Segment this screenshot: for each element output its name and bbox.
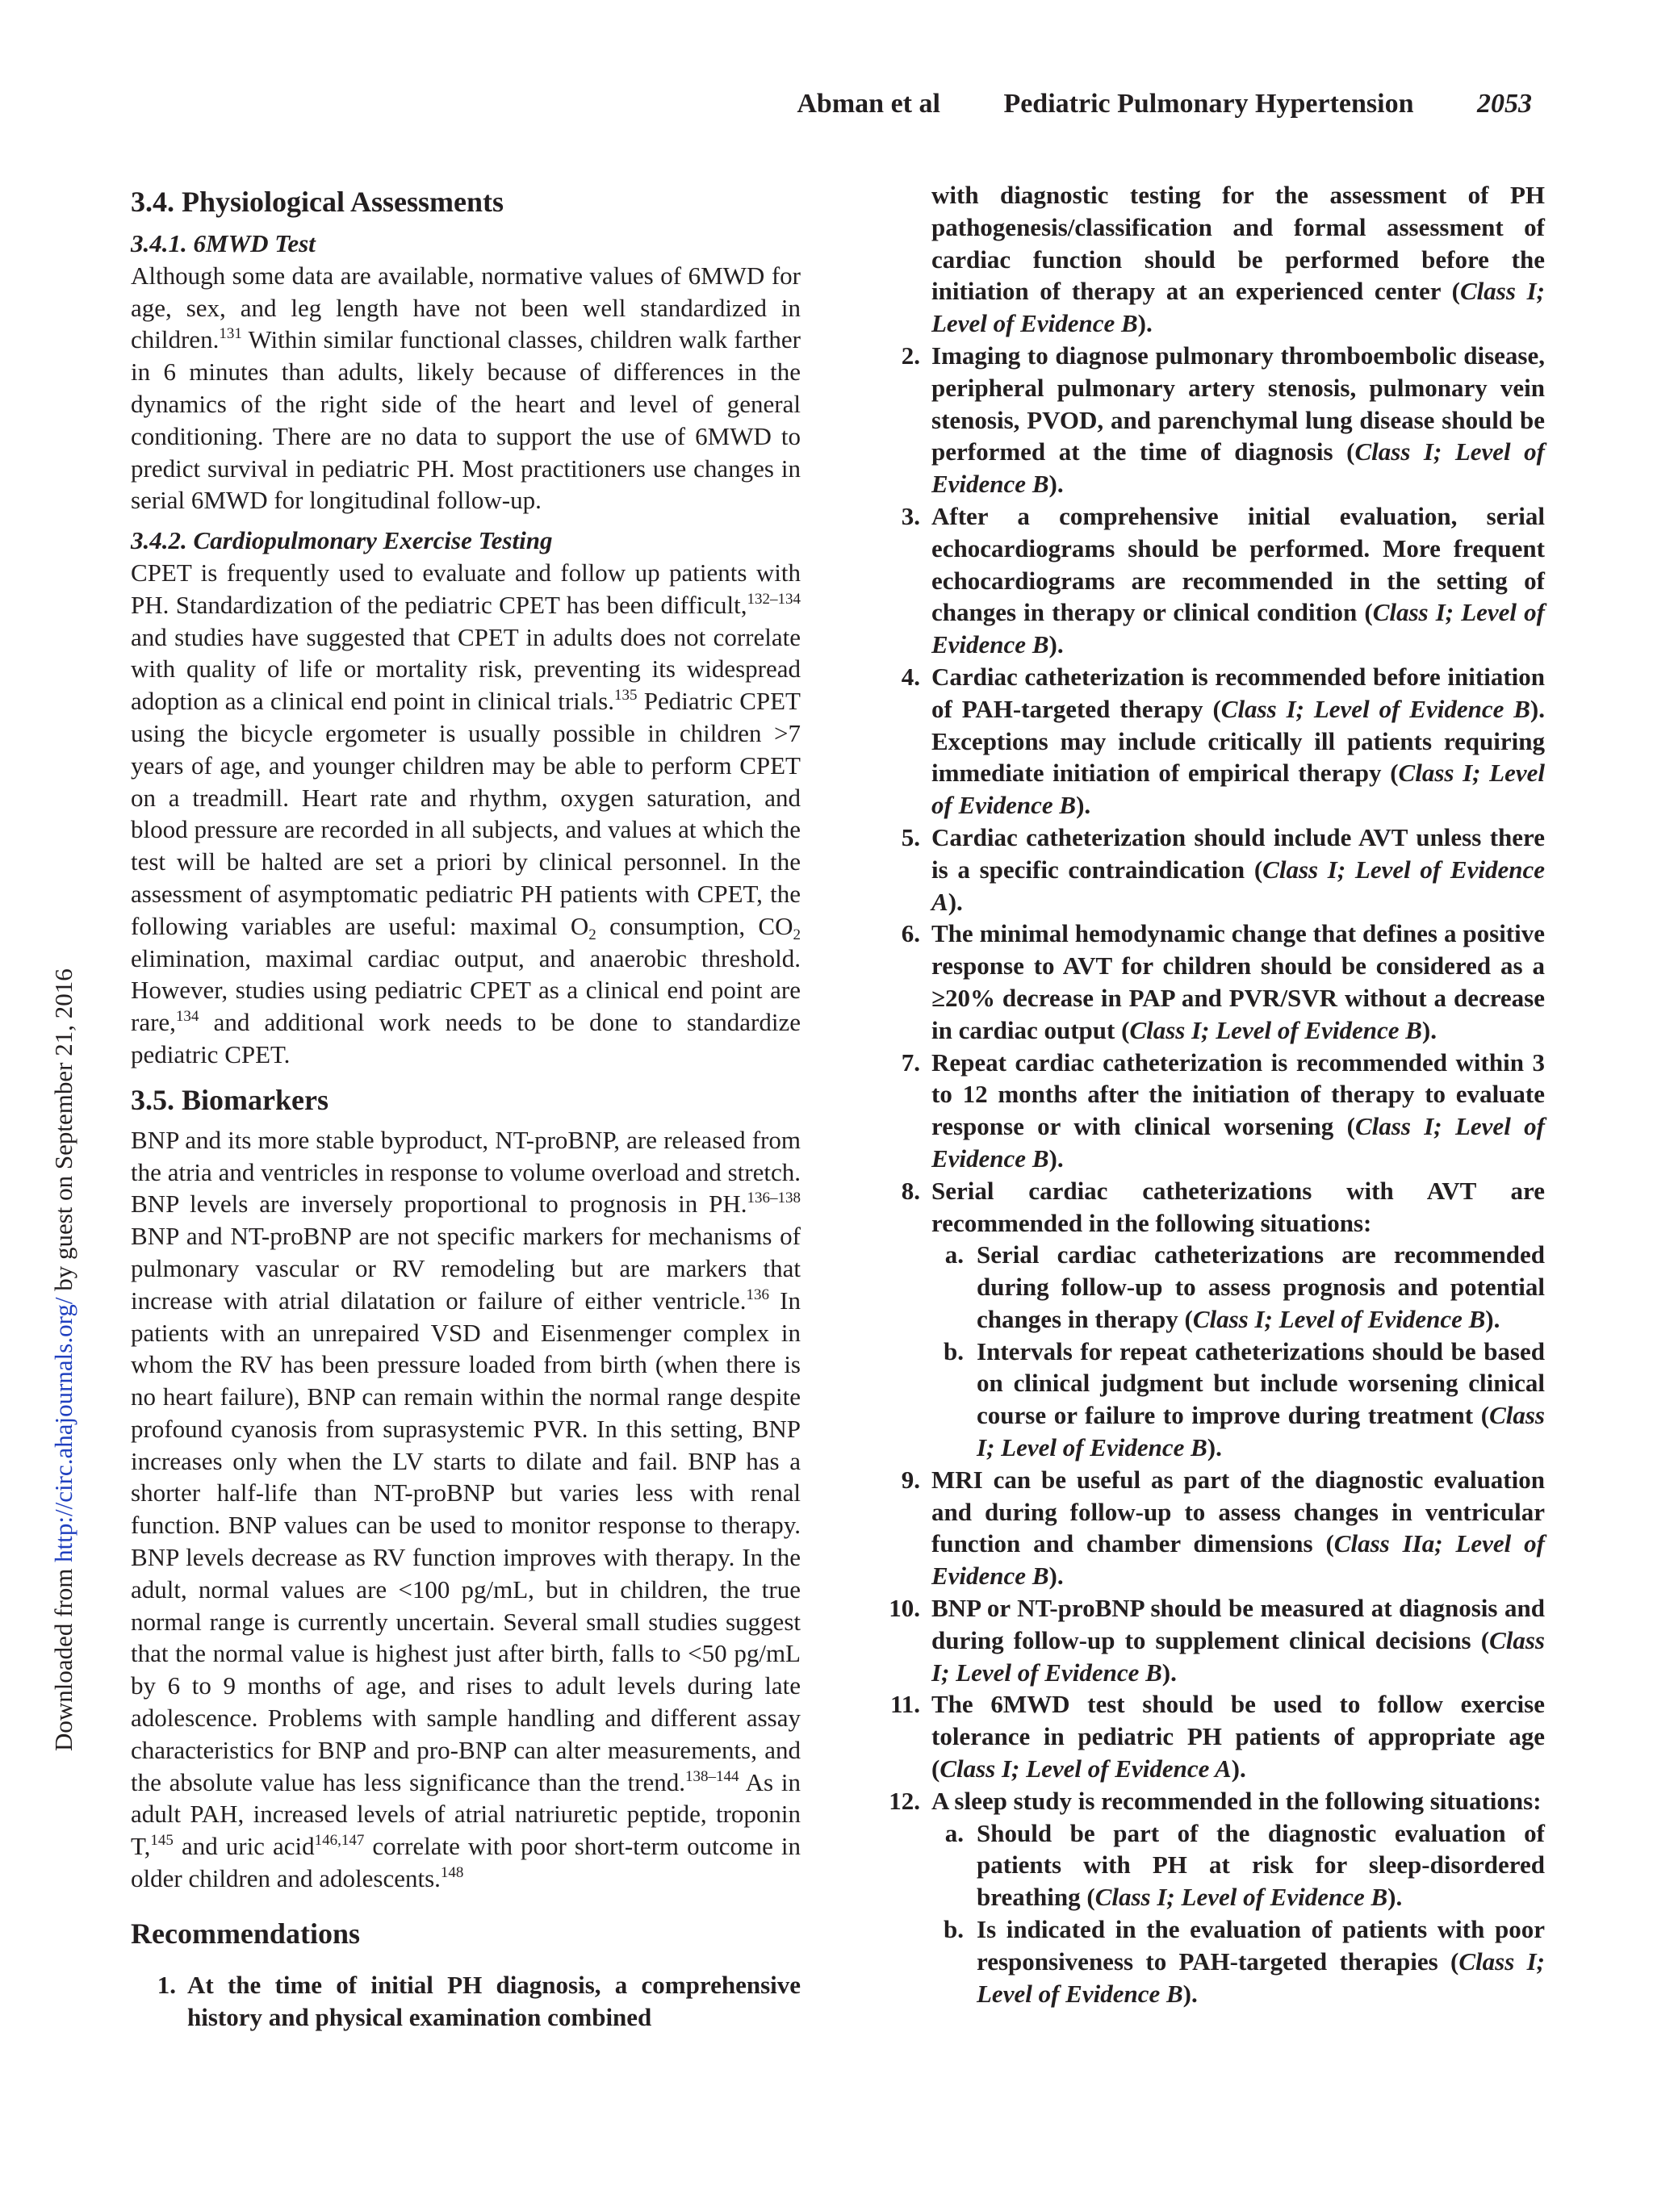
recommendation-12b: b. Is indicated in the evaluation of patients with poor responsiveness to PAH-targeted therapies (Class I; Level of Evidence B). (944, 1915, 1545, 2008)
recommendation-6: 6. The minimal hemodynamic change that defines a positive response to AVT for children should be considered as a ≥20% decrease in PAP and PVR/SVR without a decrease in cardiac output (Class I; Level of Evidence B). (901, 919, 1545, 1044)
evidence-class: Class I; Level of Evidence B (977, 1401, 1545, 1462)
download-note-link[interactable]: http://circ.ahajournals.org/ (49, 1297, 77, 1562)
recommendation-1: 1. At the time of initial PH diagnosis, a comprehensive history and physical examination combined (131, 1969, 801, 2034)
subsection-heading-cpet: 3.4.2. Cardiopulmonary Exercise Testing (131, 526, 553, 555)
evidence-class: Class I; Level of Evidence B (931, 598, 1545, 659)
recommendation-9: 9. MRI can be useful as part of the diagnostic evaluation and during follow-up to assess changes in ventricular function and chamber dimensions (Class IIa; Level of Evidence B). (901, 1465, 1545, 1591)
right-column (875, 179, 1545, 2009)
recommendation-7: 7. Repeat cardiac catheterization is recommended within 3 to 12 months after the initiation of therapy to evaluate response or with clinical worsening (Class I; Level of Evidence B). (901, 1047, 1545, 1173)
paragraph-cpet: CPET is frequently used to evaluate and follow up patients with PH. Standardization of the pediatric CPET has been difficult,$^{132-134}$ and studies have suggested that CPET in adults does not correlate with quality of life or mortality risk, preventing its widespread adoption as a clinical end point in clinical trials.$^{135}$ Pediatric CPET using the bicycle ergometer is usually possible in children >7 years of age, and younger children may be able to perform CPET on a treadmill. Heart rate and rhythm, oxygen saturation, and blood pressure are recorded in all subjects, and values at which the test will be halted are set a priori by clinical personnel. In the assessment of asymptomatic pediatric PH patients with CPET, the following variables are useful: maximal $O_2$ consumption, $CO_2$ elimination, maximal cardiac output, and anaerobic threshold. However, studies using pediatric CPET as a clinical end point are rare,$^{134}$ and additional work needs to be done to standardize pediatric CPET. (131, 558, 801, 1068)
evidence-class: Class I; Level of Evidence B (931, 1112, 1545, 1173)
evidence-class: Class I; Level of Evidence B (931, 759, 1545, 820)
recommendation-11: 11. The 6MWD test should be used to follow exercise tolerance in pediatric PH patients of appropriate age (Class I; Level of Evidence A). (889, 1690, 1545, 1783)
citation: 132–134 (747, 590, 801, 608)
subsection-heading-6mwd: 3.4.1. 6MWD Test (131, 229, 316, 257)
citation: 131 (219, 325, 242, 343)
section-heading-biomarkers: 3.5. Biomarkers (131, 1083, 329, 1116)
header-authors: Abman et al (797, 89, 940, 119)
evidence-class: Class I; Level of Evidence B (931, 437, 1545, 499)
citation: 148 (440, 1864, 464, 1882)
recommendation-1-continued: with diagnostic testing for the assessment of PH pathogenesis/classification and formal assessment of cardiac function should be performed before the initiation of therapy at an experienced center (Class I; Level of Evidence B). (931, 181, 1545, 338)
citation: 145 (150, 1832, 174, 1850)
recommendation-list-continued (875, 340, 1545, 2009)
recommendation-4: 4. Cardiac catheterization is recommended before initiation of PAH-targeted therapy (Class I; Level of Evidence B). Exceptions may include critically ill patients requiring immediate initiation of empirical therapy (Class I; Level of Evidence B). (901, 662, 1545, 820)
recommendation-8b: b. Intervals for repeat catheterizations should be based on clinical judgment but include worsening clinical course or failure to improve during treatment (Class I; Level of Evidence B). (944, 1336, 1545, 1462)
paragraph-biomarkers: BNP and its more stable byproduct, NT-proBNP, are released from the atria and ventricles in response to volume overload and stretch. BNP levels are inversely proportional to prognosis in PH.$^{136-138}$ BNP and NT-proBNP are not specific markers for mechanisms of pulmonary vascular or RV remodeling but are markers that increase with atrial dilatation or failure of either ventricle.$^{136}$ In patients with an unrepaired VSD and Eisenmenger complex in whom the RV has been pressure loaded from birth (when there is no heart failure), BNP can remain within the normal range despite profound cyanosis from suprasystemic PVR. In this setting, BNP increases only when the LV starts to dilate and fail. BNP has a shorter half-life than NT-proBNP but varies less with renal function. BNP values can be used to monitor response to therapy. BNP levels decrease as RV function improves with therapy. In the adult, normal values are <100 pg/mL, but in children, the true normal range is currently uncertain. Several small studies suggest that the normal value is highest just after birth, falls to <50 pg/mL by 6 to 9 months of age, and rises to adult levels during late adolescence. Problems with sample handling and different assay characteristics for BNP and pro-BNP can alter measurements, and the absolute value has less significance than the trend.$^{138-144}$ As in adult PAH, increased levels of atrial natriuretic peptide, troponin T,$^{145}$ and uric acid$^{146,147}$ correlate with poor short-term outcome in older children and adolescents.$^{148}$ (131, 1125, 801, 1893)
citation: 134 (175, 1008, 199, 1026)
evidence-class: Class IIa; Level of Evidence B (931, 1529, 1545, 1591)
recommendation-list (131, 1969, 801, 2034)
header-title: Pediatric Pulmonary Hypertension (1003, 89, 1414, 119)
download-note-prefix: Downloaded from (49, 1562, 77, 1751)
recommendation-number: 1. (157, 1970, 176, 1999)
evidence-class: Class I; Level of Evidence A (931, 855, 1545, 916)
recommendation-3: 3. After a comprehensive initial evaluation, serial echocardiograms should be performed. More frequent echocardiograms are recommended in the setting of changes in therapy or clinical condition (Class I; Level of Evidence B). (901, 501, 1545, 659)
section-heading-recommendations: Recommendations (131, 1917, 360, 1950)
recommendation-2: 2. Imaging to diagnose pulmonary thromboembolic disease, peripheral pulmonary artery stenosis, pulmonary vein stenosis, PVOD, and parenchymal lung disease should be performed at the time of diagnosis (Class I; Level of Evidence B). (901, 341, 1545, 499)
citation: 136 (746, 1286, 769, 1303)
subscript: 2 (793, 926, 801, 943)
citation: 135 (613, 687, 638, 705)
citation: 136–138 (747, 1190, 801, 1207)
evidence-class: Class I; Level of Evidence B (1220, 694, 1530, 723)
header-page-number: 2053 (1477, 89, 1532, 119)
left-column (131, 179, 801, 2033)
evidence-class: Class I; Level of Evidence B (1094, 1883, 1388, 1912)
evidence-class: Class I; Level of Evidence B (931, 1625, 1545, 1687)
section-heading-physiological-assessments: 3.4. Physiological Assessments (131, 186, 504, 218)
recommendation-10: 10. BNP or NT-proBNP should be measured at diagnosis and during follow-up to supplement clinical decisions (Class I; Level of Evidence B). (889, 1594, 1545, 1687)
download-note (45, 968, 82, 1751)
download-note-suffix: by guest on September 21, 2016 (49, 968, 77, 1298)
evidence-class: Class I; Level of Evidence B (1192, 1304, 1486, 1333)
evidence-class: Class I; Level of Evidence A (939, 1754, 1232, 1783)
citation: 146,147 (314, 1832, 365, 1850)
recommendation-12a: a. Should be part of the diagnostic evaluation of patients with PH at risk for sleep-disordered breathing (Class I; Level of Evidence B). (944, 1818, 1545, 1912)
recommendation-5: 5. Cardiac catheterization should include AVT unless there is a specific contraindication (Class I; Level of Evidence A). (901, 822, 1545, 916)
recommendation-8a: a. Serial cardiac catheterizations are recommended during follow-up to assess prognosis and potential changes in therapy (Class I; Level of Evidence B). (944, 1240, 1545, 1333)
recommendation-12: 12. A sleep study is recommended in the following situations: a. Should be part of the diagnostic evaluation of patients with PH at risk for sleep-disordered breathing (Class I; Level of Evidence B). b. Is indicated in the evaluation of patients with poor responsiveness to PAH-targeted therapies (Class I; Level of Evidence B). (875, 1785, 1545, 2010)
recommendation-8: 8. Serial cardiac catheterizations with AVT are recommended in the following situations: a. Serial cardiac catheterizations are recommended during follow-up to assess prognosis and potential changes in therapy (Class I; Level of Evidence B). b. Intervals for repeat catheterizations should be based on clinical judgment but include worsening clinical course or failure to improve during treatment (Class I; Level of Evidence B). (875, 1175, 1545, 1464)
evidence-class: Class I; Level of Evidence B (1129, 1015, 1422, 1044)
citation: 138–144 (685, 1767, 739, 1785)
running-header (797, 89, 1532, 119)
evidence-class: Class I; Level of Evidence B (931, 277, 1545, 338)
paragraph-6mwd: Although some data are available, normative values of 6MWD for age, sex, and leg length have not been well standardized in children.$^{131}$ Within similar functional classes, children walk farther in 6 minutes than adults, likely because of differences in the dynamics of the right side of the heart and level of general conditioning. There are no data to support the use of 6MWD to predict survival in pediatric PH. Most practitioners use changes in serial 6MWD for longitudinal follow-up. (131, 261, 801, 515)
evidence-class: Class I; Level of Evidence B (977, 1946, 1545, 2008)
subscript: 2 (588, 926, 596, 943)
